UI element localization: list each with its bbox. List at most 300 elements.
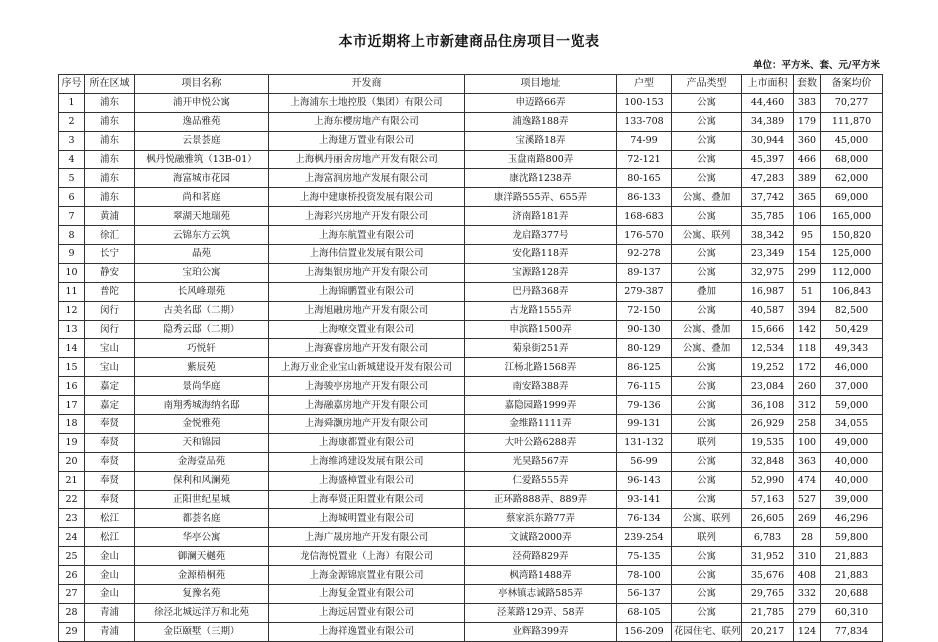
product-type-cell: 公寓 <box>672 377 742 396</box>
listed-area-cell: 29,765 <box>742 585 794 604</box>
unit-size-cell: 93-141 <box>617 490 672 509</box>
developer-cell: 上海舜灏房地产开发有限公司 <box>269 415 465 434</box>
unit-size-cell: 76-115 <box>617 377 672 396</box>
unit-size-cell: 90-130 <box>617 320 672 339</box>
address-cell: 亭林镇志诚路585弄 <box>465 585 617 604</box>
district-cell: 奉贤 <box>85 415 135 434</box>
average-price-cell: 20,688 <box>821 585 883 604</box>
average-price-cell: 40,000 <box>821 452 883 471</box>
row-index-cell: 22 <box>59 490 85 509</box>
row-index-cell: 2 <box>59 112 85 131</box>
project-name-cell: 紫辰苑 <box>135 358 269 377</box>
developer-cell: 上海枫丹丽舍房地产开发有限公司 <box>269 150 465 169</box>
address-cell: 业辉路399弄 <box>465 622 617 641</box>
row-index-cell: 4 <box>59 150 85 169</box>
table-row <box>59 339 883 358</box>
unit-size-cell: 133-708 <box>617 112 672 131</box>
listed-area-cell: 32,975 <box>742 263 794 282</box>
unit-count-cell: 332 <box>794 585 821 604</box>
average-price-cell: 68,000 <box>821 150 883 169</box>
unit-size-cell: 72-121 <box>617 150 672 169</box>
district-cell: 浦东 <box>85 150 135 169</box>
table-row <box>59 112 883 131</box>
row-index-cell: 18 <box>59 415 85 434</box>
district-cell: 闵行 <box>85 320 135 339</box>
unit-size-cell: 99-131 <box>617 415 672 434</box>
table-body <box>59 93 883 641</box>
unit-size-cell: 100-153 <box>617 93 672 112</box>
listed-area-cell: 6,783 <box>742 528 794 547</box>
listed-area-cell: 30,944 <box>742 131 794 150</box>
district-cell: 青浦 <box>85 603 135 622</box>
unit-size-cell: 75-135 <box>617 547 672 566</box>
table-row <box>59 452 883 471</box>
product-type-cell: 联列 <box>672 433 742 452</box>
product-type-cell: 公寓 <box>672 585 742 604</box>
table-row <box>59 566 883 585</box>
unit-count-cell: 260 <box>794 377 821 396</box>
unit-size-cell: 56-99 <box>617 452 672 471</box>
listed-area-cell: 26,929 <box>742 415 794 434</box>
project-name-cell: 徐泾北城远洋万和北苑 <box>135 603 269 622</box>
row-index-cell: 20 <box>59 452 85 471</box>
district-cell: 金山 <box>85 566 135 585</box>
developer-cell: 上海旭融房地产开发有限公司 <box>269 301 465 320</box>
project-name-cell: 云景荟庭 <box>135 131 269 150</box>
project-name-cell: 南翔秀城海纳名邸 <box>135 396 269 415</box>
average-price-cell: 37,000 <box>821 377 883 396</box>
table-row <box>59 207 883 226</box>
unit-count-cell: 124 <box>794 622 821 641</box>
row-index-cell: 11 <box>59 282 85 301</box>
unit-size-cell: 56-137 <box>617 585 672 604</box>
unit-count-cell: 310 <box>794 547 821 566</box>
row-index-cell: 9 <box>59 245 85 264</box>
unit-size-cell: 78-100 <box>617 566 672 585</box>
average-price-cell: 50,429 <box>821 320 883 339</box>
table-row <box>59 320 883 339</box>
product-type-cell: 公寓 <box>672 490 742 509</box>
average-price-cell: 112,000 <box>821 263 883 282</box>
developer-cell: 上海中建康桥投资发展有限公司 <box>269 188 465 207</box>
unit-size-cell: 80-129 <box>617 339 672 358</box>
product-type-cell: 公寓 <box>672 245 742 264</box>
listed-area-cell: 21,785 <box>742 603 794 622</box>
address-cell: 济南路181弄 <box>465 207 617 226</box>
row-index-cell: 13 <box>59 320 85 339</box>
project-name-cell: 隐秀云邸（二期） <box>135 320 269 339</box>
address-cell: 巴丹路368弄 <box>465 282 617 301</box>
header-address: 项目地址 <box>465 75 617 94</box>
address-cell: 康洋路555弄、655弄 <box>465 188 617 207</box>
table-row <box>59 131 883 150</box>
address-cell: 金维路1111弄 <box>465 415 617 434</box>
address-cell: 宝源路128弄 <box>465 263 617 282</box>
table-row <box>59 282 883 301</box>
table-row <box>59 528 883 547</box>
developer-cell: 上海骏亭房地产开发有限公司 <box>269 377 465 396</box>
unit-count-cell: 279 <box>794 603 821 622</box>
project-name-cell: 宝珀公寓 <box>135 263 269 282</box>
table-row <box>59 226 883 245</box>
listed-area-cell: 31,952 <box>742 547 794 566</box>
header-avg-price: 备案均价 <box>821 75 883 94</box>
table-row <box>59 169 883 188</box>
unit-size-cell: 92-278 <box>617 245 672 264</box>
project-name-cell: 都荟名庭 <box>135 509 269 528</box>
district-cell: 闵行 <box>85 301 135 320</box>
listed-area-cell: 36,108 <box>742 396 794 415</box>
district-cell: 奉贤 <box>85 471 135 490</box>
table-row <box>59 603 883 622</box>
product-type-cell: 公寓、叠加 <box>672 320 742 339</box>
table-row <box>59 263 883 282</box>
address-cell: 宝溪路18弄 <box>465 131 617 150</box>
row-index-cell: 25 <box>59 547 85 566</box>
unit-count-cell: 408 <box>794 566 821 585</box>
unit-count-cell: 28 <box>794 528 821 547</box>
developer-cell: 上海浦东土地控股（集团）有限公司 <box>269 93 465 112</box>
unit-count-cell: 51 <box>794 282 821 301</box>
project-name-cell: 金海壹品苑 <box>135 452 269 471</box>
product-type-cell: 公寓 <box>672 207 742 226</box>
district-cell: 浦东 <box>85 131 135 150</box>
district-cell: 金山 <box>85 547 135 566</box>
header-index: 序号 <box>59 75 85 94</box>
district-cell: 黄浦 <box>85 207 135 226</box>
product-type-cell: 公寓、联列 <box>672 226 742 245</box>
developer-cell: 上海奉贤正阳置业有限公司 <box>269 490 465 509</box>
average-price-cell: 49,000 <box>821 433 883 452</box>
table-row <box>59 547 883 566</box>
district-cell: 奉贤 <box>85 490 135 509</box>
table-row <box>59 377 883 396</box>
developer-cell: 龙信海悦置业（上海）有限公司 <box>269 547 465 566</box>
listed-area-cell: 20,217 <box>742 622 794 641</box>
unit-size-cell: 239-254 <box>617 528 672 547</box>
product-type-cell: 公寓 <box>672 301 742 320</box>
unit-count-cell: 95 <box>794 226 821 245</box>
district-cell: 奉贤 <box>85 452 135 471</box>
unit-count-cell: 172 <box>794 358 821 377</box>
district-cell: 金山 <box>85 585 135 604</box>
unit-size-cell: 86-133 <box>617 188 672 207</box>
listed-area-cell: 15,666 <box>742 320 794 339</box>
table-row <box>59 245 883 264</box>
project-name-cell: 逸品雅苑 <box>135 112 269 131</box>
developer-cell: 上海集银房地产开发有限公司 <box>269 263 465 282</box>
developer-cell: 上海祥逸置业有限公司 <box>269 622 465 641</box>
row-index-cell: 17 <box>59 396 85 415</box>
district-cell: 宝山 <box>85 339 135 358</box>
average-price-cell: 70,277 <box>821 93 883 112</box>
average-price-cell: 150,820 <box>821 226 883 245</box>
district-cell: 青浦 <box>85 622 135 641</box>
listed-area-cell: 35,785 <box>742 207 794 226</box>
header-project-name: 项目名称 <box>135 75 269 94</box>
district-cell: 浦东 <box>85 188 135 207</box>
row-index-cell: 23 <box>59 509 85 528</box>
unit-size-cell: 156-209 <box>617 622 672 641</box>
address-cell: 蔡家浜东路77弄 <box>465 509 617 528</box>
row-index-cell: 24 <box>59 528 85 547</box>
table-header-row <box>59 75 883 94</box>
unit-count-cell: 383 <box>794 93 821 112</box>
table-row <box>59 622 883 641</box>
product-type-cell: 公寓 <box>672 566 742 585</box>
header-unit-size: 户型 <box>617 75 672 94</box>
project-name-cell: 正阳世纪星城 <box>135 490 269 509</box>
developer-cell: 上海广晟房地产开发有限公司 <box>269 528 465 547</box>
project-name-cell: 华亭公寓 <box>135 528 269 547</box>
district-cell: 嘉定 <box>85 377 135 396</box>
product-type-cell: 叠加 <box>672 282 742 301</box>
product-type-cell: 联列 <box>672 528 742 547</box>
row-index-cell: 7 <box>59 207 85 226</box>
address-cell: 玉盘南路800弄 <box>465 150 617 169</box>
average-price-cell: 82,500 <box>821 301 883 320</box>
unit-count-cell: 360 <box>794 131 821 150</box>
housing-project-table <box>58 74 883 642</box>
developer-cell: 上海锦鹏置业有限公司 <box>269 282 465 301</box>
address-cell: 文诚路2000弄 <box>465 528 617 547</box>
listed-area-cell: 12,534 <box>742 339 794 358</box>
listed-area-cell: 23,349 <box>742 245 794 264</box>
address-cell: 安化路118弄 <box>465 245 617 264</box>
listed-area-cell: 37,742 <box>742 188 794 207</box>
unit-count-cell: 363 <box>794 452 821 471</box>
project-name-cell: 保利和风澜苑 <box>135 471 269 490</box>
table-row <box>59 471 883 490</box>
district-cell: 松江 <box>85 528 135 547</box>
header-product-type: 产品类型 <box>672 75 742 94</box>
listed-area-cell: 23,084 <box>742 377 794 396</box>
project-name-cell: 长风峰璟苑 <box>135 282 269 301</box>
table-row <box>59 433 883 452</box>
developer-cell: 上海嘹交置业有限公司 <box>269 320 465 339</box>
product-type-cell: 公寓 <box>672 150 742 169</box>
average-price-cell: 59,800 <box>821 528 883 547</box>
average-price-cell: 34,055 <box>821 415 883 434</box>
table-row <box>59 396 883 415</box>
developer-cell: 上海伟信置业发展有限公司 <box>269 245 465 264</box>
district-cell: 宝山 <box>85 358 135 377</box>
unit-note: 单位：平方米、套、元/平方米 <box>753 60 880 71</box>
project-name-cell: 金悦雅苑 <box>135 415 269 434</box>
unit-size-cell: 168-683 <box>617 207 672 226</box>
unit-count-cell: 154 <box>794 245 821 264</box>
row-index-cell: 27 <box>59 585 85 604</box>
developer-cell: 上海彩兴房地产开发有限公司 <box>269 207 465 226</box>
row-index-cell: 14 <box>59 339 85 358</box>
project-name-cell: 尚和茗庭 <box>135 188 269 207</box>
header-area: 上市面积 <box>742 75 794 94</box>
row-index-cell: 12 <box>59 301 85 320</box>
project-name-cell: 金源梧桐苑 <box>135 566 269 585</box>
row-index-cell: 6 <box>59 188 85 207</box>
table-row <box>59 358 883 377</box>
developer-cell: 上海金源锦宸置业有限公司 <box>269 566 465 585</box>
listed-area-cell: 44,460 <box>742 93 794 112</box>
unit-count-cell: 269 <box>794 509 821 528</box>
project-name-cell: 景尚华庭 <box>135 377 269 396</box>
address-cell: 嘉隐园路1999弄 <box>465 396 617 415</box>
unit-count-cell: 394 <box>794 301 821 320</box>
row-index-cell: 21 <box>59 471 85 490</box>
table-row <box>59 415 883 434</box>
project-name-cell: 巧悦轩 <box>135 339 269 358</box>
row-index-cell: 15 <box>59 358 85 377</box>
average-price-cell: 69,000 <box>821 188 883 207</box>
average-price-cell: 39,000 <box>821 490 883 509</box>
table-row <box>59 490 883 509</box>
unit-size-cell: 89-137 <box>617 263 672 282</box>
product-type-cell: 公寓 <box>672 396 742 415</box>
average-price-cell: 40,000 <box>821 471 883 490</box>
table-row <box>59 93 883 112</box>
row-index-cell: 3 <box>59 131 85 150</box>
address-cell: 申滨路1500弄 <box>465 320 617 339</box>
unit-size-cell: 80-165 <box>617 169 672 188</box>
product-type-cell: 公寓 <box>672 358 742 377</box>
address-cell: 大叶公路6288弄 <box>465 433 617 452</box>
average-price-cell: 77,834 <box>821 622 883 641</box>
average-price-cell: 49,343 <box>821 339 883 358</box>
listed-area-cell: 47,283 <box>742 169 794 188</box>
product-type-cell: 公寓 <box>672 415 742 434</box>
address-cell: 南安路388弄 <box>465 377 617 396</box>
developer-cell: 上海东航置业有限公司 <box>269 226 465 245</box>
average-price-cell: 21,883 <box>821 566 883 585</box>
unit-count-cell: 258 <box>794 415 821 434</box>
table-row <box>59 301 883 320</box>
project-name-cell: 浦开申悦公寓 <box>135 93 269 112</box>
average-price-cell: 59,000 <box>821 396 883 415</box>
district-cell: 浦东 <box>85 112 135 131</box>
average-price-cell: 62,000 <box>821 169 883 188</box>
district-cell: 浦东 <box>85 93 135 112</box>
row-index-cell: 1 <box>59 93 85 112</box>
unit-size-cell: 96-143 <box>617 471 672 490</box>
table-row <box>59 188 883 207</box>
developer-cell: 上海维鸿建设发展有限公司 <box>269 452 465 471</box>
header-district: 所在区域 <box>85 75 135 94</box>
project-name-cell: 复豫名苑 <box>135 585 269 604</box>
project-name-cell: 枫丹悦融雅筑（13B-01） <box>135 150 269 169</box>
listed-area-cell: 26,605 <box>742 509 794 528</box>
project-name-cell: 翠湖天地瑞苑 <box>135 207 269 226</box>
listed-area-cell: 40,587 <box>742 301 794 320</box>
district-cell: 松江 <box>85 509 135 528</box>
listed-area-cell: 57,163 <box>742 490 794 509</box>
project-name-cell: 晶苑 <box>135 245 269 264</box>
unit-count-cell: 527 <box>794 490 821 509</box>
average-price-cell: 45,000 <box>821 131 883 150</box>
average-price-cell: 46,000 <box>821 358 883 377</box>
product-type-cell: 公寓 <box>672 471 742 490</box>
district-cell: 长宁 <box>85 245 135 264</box>
product-type-cell: 公寓、叠加 <box>672 339 742 358</box>
unit-size-cell: 72-150 <box>617 301 672 320</box>
table-row <box>59 585 883 604</box>
unit-size-cell: 279-387 <box>617 282 672 301</box>
project-name-cell: 海富城市花园 <box>135 169 269 188</box>
district-cell: 普陀 <box>85 282 135 301</box>
address-cell: 枫湾路1488弄 <box>465 566 617 585</box>
listed-area-cell: 38,342 <box>742 226 794 245</box>
product-type-cell: 公寓、叠加 <box>672 188 742 207</box>
product-type-cell: 公寓 <box>672 603 742 622</box>
listed-area-cell: 19,535 <box>742 433 794 452</box>
developer-cell: 上海赛睿房地产开发有限公司 <box>269 339 465 358</box>
district-cell: 嘉定 <box>85 396 135 415</box>
table-row <box>59 509 883 528</box>
address-cell: 康沈路1238弄 <box>465 169 617 188</box>
row-index-cell: 16 <box>59 377 85 396</box>
document-title: 本市近期将上市新建商品住房项目一览表 <box>338 34 600 50</box>
district-cell: 浦东 <box>85 169 135 188</box>
row-index-cell: 5 <box>59 169 85 188</box>
unit-count-cell: 312 <box>794 396 821 415</box>
product-type-cell: 公寓、联列 <box>672 509 742 528</box>
unit-count-cell: 365 <box>794 188 821 207</box>
listed-area-cell: 52,990 <box>742 471 794 490</box>
project-name-cell: 云锦东方云筑 <box>135 226 269 245</box>
unit-count-cell: 118 <box>794 339 821 358</box>
average-price-cell: 125,000 <box>821 245 883 264</box>
developer-cell: 上海融嘉房地产开发有限公司 <box>269 396 465 415</box>
developer-cell: 上海复金置业有限公司 <box>269 585 465 604</box>
address-cell: 申迈路66弄 <box>465 93 617 112</box>
developer-cell: 上海盛樟置业有限公司 <box>269 471 465 490</box>
project-name-cell: 天和锦园 <box>135 433 269 452</box>
address-cell: 仁爱路555弄 <box>465 471 617 490</box>
address-cell: 龙启路377号 <box>465 226 617 245</box>
address-cell: 古龙路1555弄 <box>465 301 617 320</box>
row-index-cell: 29 <box>59 622 85 641</box>
average-price-cell: 46,296 <box>821 509 883 528</box>
product-type-cell: 公寓 <box>672 131 742 150</box>
developer-cell: 上海万业企业宝山新城建设开发有限公司 <box>269 358 465 377</box>
listed-area-cell: 34,389 <box>742 112 794 131</box>
address-cell: 泾荷路829弄 <box>465 547 617 566</box>
address-cell: 江杨北路1568弄 <box>465 358 617 377</box>
address-cell: 泾莱路129弄、58弄 <box>465 603 617 622</box>
row-index-cell: 26 <box>59 566 85 585</box>
listed-area-cell: 19,252 <box>742 358 794 377</box>
product-type-cell: 公寓 <box>672 263 742 282</box>
average-price-cell: 165,000 <box>821 207 883 226</box>
header-developer: 开发商 <box>269 75 465 94</box>
row-index-cell: 19 <box>59 433 85 452</box>
unit-size-cell: 86-125 <box>617 358 672 377</box>
listed-area-cell: 16,987 <box>742 282 794 301</box>
unit-count-cell: 100 <box>794 433 821 452</box>
district-cell: 奉贤 <box>85 433 135 452</box>
product-type-cell: 公寓 <box>672 547 742 566</box>
product-type-cell: 公寓 <box>672 93 742 112</box>
average-price-cell: 106,843 <box>821 282 883 301</box>
developer-cell: 上海远居置业有限公司 <box>269 603 465 622</box>
unit-size-cell: 79-136 <box>617 396 672 415</box>
row-index-cell: 28 <box>59 603 85 622</box>
unit-size-cell: 68-105 <box>617 603 672 622</box>
listed-area-cell: 32,848 <box>742 452 794 471</box>
unit-count-cell: 179 <box>794 112 821 131</box>
average-price-cell: 21,883 <box>821 547 883 566</box>
product-type-cell: 公寓 <box>672 169 742 188</box>
developer-cell: 上海建万置业有限公司 <box>269 131 465 150</box>
